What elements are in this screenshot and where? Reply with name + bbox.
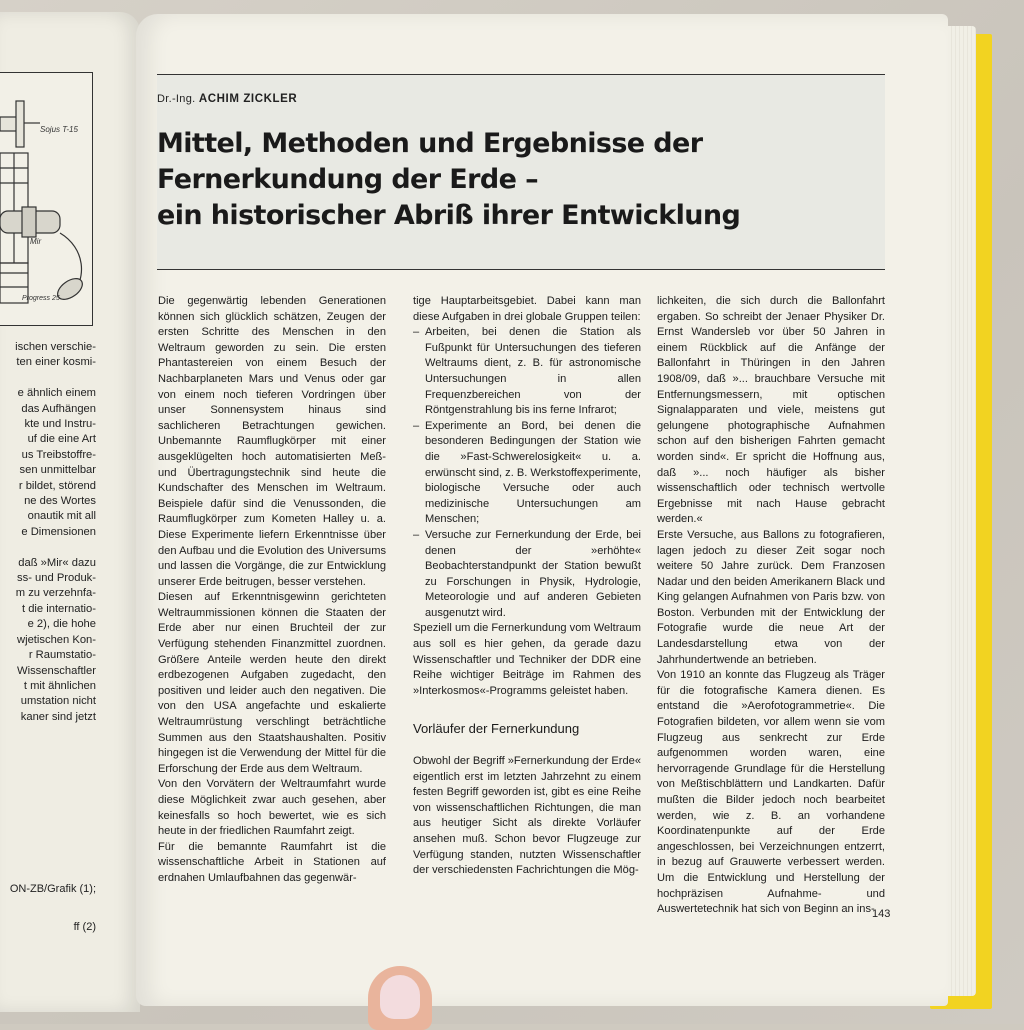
list-item: – Versuche zur Fernerkundung der Erde, bei denen der »erhöhte« Beobachterstandpunkt der Station bewußt zu Forschungen in Physik, Hydrologie, Meteorologie und auf anderen Gebieten ausgenutzt wird.: [413, 528, 641, 622]
paragraph: Erste Versuche, aus Ballons zu fotografieren, lagen jedoch zu dieser Zeit sogar noch weitere 50 Jahre zurück. Dem Franzosen Nadar und den beiden Amerikanern Black und King gelangen Aufnahmen von Paris bzw. von Boston. Verbunden mit der Entwicklung der Fotografie wurde die neue Art der Landesdarstellung etwa von der Jahrhundertwende an betrieben.: [657, 528, 885, 666]
page-number: 143: [872, 908, 891, 920]
left-text-line: e 2), die hohe: [27, 618, 96, 631]
paragraph: Speziell um die Fernerkundung vom Weltraum aus soll es hier gehen, da gerade dazu Wissenschaftler und Techniker der DDR eine Reihe wichtiger Beiträge im Rahmen des »Interkosmos«-Programms geleistet haben.: [413, 622, 641, 697]
left-page-text: [0, 340, 96, 725]
left-text-line: t mit ähnlichen: [23, 679, 96, 692]
fingernail: [380, 975, 420, 1019]
title-line: ein historischer Abriß ihrer Entwicklung: [157, 200, 741, 231]
label-mir: Mir: [30, 237, 42, 246]
paragraph: tige Hauptarbeitsgebiet. Dabei kann man diese Aufgaben in drei globale Gruppen teilen:: [413, 295, 641, 323]
left-text-line: m zu verzehnfa-: [15, 587, 96, 600]
paragraph: Für die bemannte Raumfahrt ist die wissenschaftliche Arbeit in Stationen auf erdnahen Umlaufbahnen das gegenwär-: [158, 840, 386, 884]
paragraph: lichkeiten, die sich durch die Ballonfahrt ergaben. So schreibt der Jenaer Physiker Dr. Ernst Wandersleb vor über 50 Jahren in einem Rückblick auf die Anfänge der Ballonfahrt in Thüringen in den Jahren 1908/09, daß »... brauchbare Versuche mit Entfernungsmessern, mit optischen Signalapparaten und viele, meistens gut gelungene photographische Aufnahmen schon auf den bisherigen Fahrten gemacht worden sind«. Er spricht die Hoffnung aus, daß »... noch häufiger als bisher wissenschaftlich oder technisch wertvolle Ergebnisse mit nach Hause gebracht werden.«: [657, 295, 885, 526]
left-text-line: [0, 371, 96, 386]
left-text-line: us Treibstoffre-: [21, 448, 96, 461]
left-text-line: daß »Mir« dazu: [18, 556, 96, 569]
left-text-line: sen unmittelbar: [19, 464, 96, 477]
list-item: – Experimente an Bord, bei denen die besonderen Bedingungen der Station wie die »Fast-Schwerelosigkeit« u. a. erwünscht sind, z. B. Werkstoffexperimente, biologische Versuche oder auch medizinische Untersuchungen am Menschen;: [413, 419, 641, 528]
left-text-line: kte und Instru-: [24, 418, 96, 431]
caption-line: ff (2): [73, 921, 96, 933]
left-text-line: uf die eine Art: [27, 433, 96, 446]
author-line: [157, 93, 297, 105]
left-text-line: onautik mit all: [27, 510, 96, 523]
left-text-line: ten einer kosmi-: [16, 356, 96, 369]
left-text-line: ischen verschie-: [15, 341, 96, 353]
left-text-line: ne des Wortes: [24, 495, 96, 508]
task-list: [413, 325, 641, 621]
left-text-line: Wissenschaftler: [17, 664, 96, 677]
left-text-line: r Raumstatio-: [28, 649, 96, 662]
list-item: – Arbeiten, bei denen die Station als Fußpunkt für Untersuchungen des tieferen Weltraums dient, z. B. für astronomische Untersuchungen in allen Frequenzbereichen von der Röntgenstrahlung bis ins ferne Infrarot;: [413, 325, 641, 419]
title-line: Fernerkundung der Erde –: [157, 164, 538, 195]
title-line: Mittel, Methoden und Ergebnisse der: [157, 128, 703, 159]
left-text-line: umstation nicht: [20, 695, 96, 708]
space-station-figure: [0, 72, 93, 326]
left-text-line: kaner sind jetzt: [20, 710, 96, 723]
station-diagram-icon: [0, 73, 92, 325]
caption-line: ON-ZB/Grafik (1);: [9, 883, 96, 895]
paragraph: Von 1910 an konnte das Flugzeug als Träger für die fotografische Kamera dienen. Es entstand die »Aerofotogrammetrie«. Die Fotografien bildeten, vor allem wenn sie vom Flugzeug aus senkrecht zur Erde aufgenommen worden waren, eine hervorragende Grundlage für die Herstellung von Meßtischblättern und Landkarten. Dafür mußten die Bilder jedoch noch bearbeitet werden, wie z. B. an vorhandene Koordinatenpunkte auf der Erde angeschlossen, bei Verzeichnungen entzerrt, in bezug auf Grauwerte verbessert werden. Um die Entwicklung und Herstellung der hochpräzisen Aufnahme- und Auswertetechnik hat sich von Beginn an ins-: [657, 669, 885, 916]
left-text-line: r bildet, störend: [18, 479, 96, 492]
left-text-line: das Aufhängen: [21, 402, 96, 415]
left-text-line: [0, 540, 96, 555]
left-page-captions: [0, 880, 96, 936]
label-sojus: Sojus T-15: [40, 125, 78, 134]
article-title: [157, 126, 877, 234]
paragraph: Obwohl der Begriff »Fernerkundung der Erde« eigentlich erst im letzten Jahrzehnt zu einem festen Begriff geworden ist, gibt es eine Reihe von wissenschaftlichen Richtungen, die man aus heutiger Sicht als direkte Vorläufer ansehen muß. Schon bevor Flugzeuge zur Verfügung standen, nutzten Wissenschaftler der verschiedensten Fachrichtungen die Mög-: [413, 755, 641, 877]
left-text-line: wjetischen Kon-: [17, 633, 96, 646]
paragraph: Diesen auf Erkenntnisgewinn gerichteten Weltraummissionen können die Staaten der Erde aber nur einen Bruchteil der zur Verfügung stehenden Finanzmittel zuordnen. Größere Anteile werden heute den direkt erdbezogenen Aufgaben zugedacht, den positiven und leider auch den negativen. Die von den USA angefachte und eskalierte Weltraumrüstung verschlingt beträchtliche Summen aus den Staatshaushalten. Positiv hingegen ist die Verwendung der Mittel für die Erforschung der Erde aus dem Weltraum.: [158, 591, 386, 775]
left-text-line: t die internatio-: [21, 602, 96, 615]
author-prefix: Dr.-Ing.: [157, 93, 196, 105]
paragraph: Die gegenwärtig lebenden Generationen können sich glücklich schätzen, Zeugen der ersten Schritte des Menschen in den Weltraum geworden zu sein. Die ersten Phantastereien von einem Besuch der Nachbarplaneten Mars und Venus oder gar von einem noch tieferen Vordringen über unser Sonnensystem hinaus sind sachlicheren Betrachtungen gewichen. Unbemannte Raumflugkörper mit einer ausgeklügelten hoch automatisierten Meß- und Übertragungstechnik sind heute die Kundschafter des Menschen im Weltraum. Beispiele dafür sind die Venussonden, die Raumflugkörper zum Kometen Halley u. a. Diese Experimente liefern Erkenntnisse über den Aufbau und die Evolution des Universums und lassen die Vorgänge, die zur Entwicklung unserer Erde beitrugen, besser verstehen.: [158, 295, 386, 588]
text-column-1: [158, 294, 386, 887]
paragraph: Von den Vorvätern der Weltraumfahrt wurde diese Möglichkeit zwar auch gesehen, aber keinesfalls so hoch bewertet, wie es sich heute in der friedlichen Raumfahrt zeigt.: [158, 778, 386, 838]
text-column-3: [657, 294, 885, 918]
label-progress: Progress 25: [22, 295, 60, 302]
left-text-line: ss- und Produk-: [17, 572, 96, 585]
section-heading: Vorläufer der Fernerkundung: [413, 721, 580, 737]
text-column-2: [413, 294, 641, 879]
author-name: ACHIM ZICKLER: [198, 93, 298, 105]
left-text-line: e ähnlich einem: [17, 387, 96, 400]
left-text-line: e Dimensionen: [21, 525, 96, 538]
